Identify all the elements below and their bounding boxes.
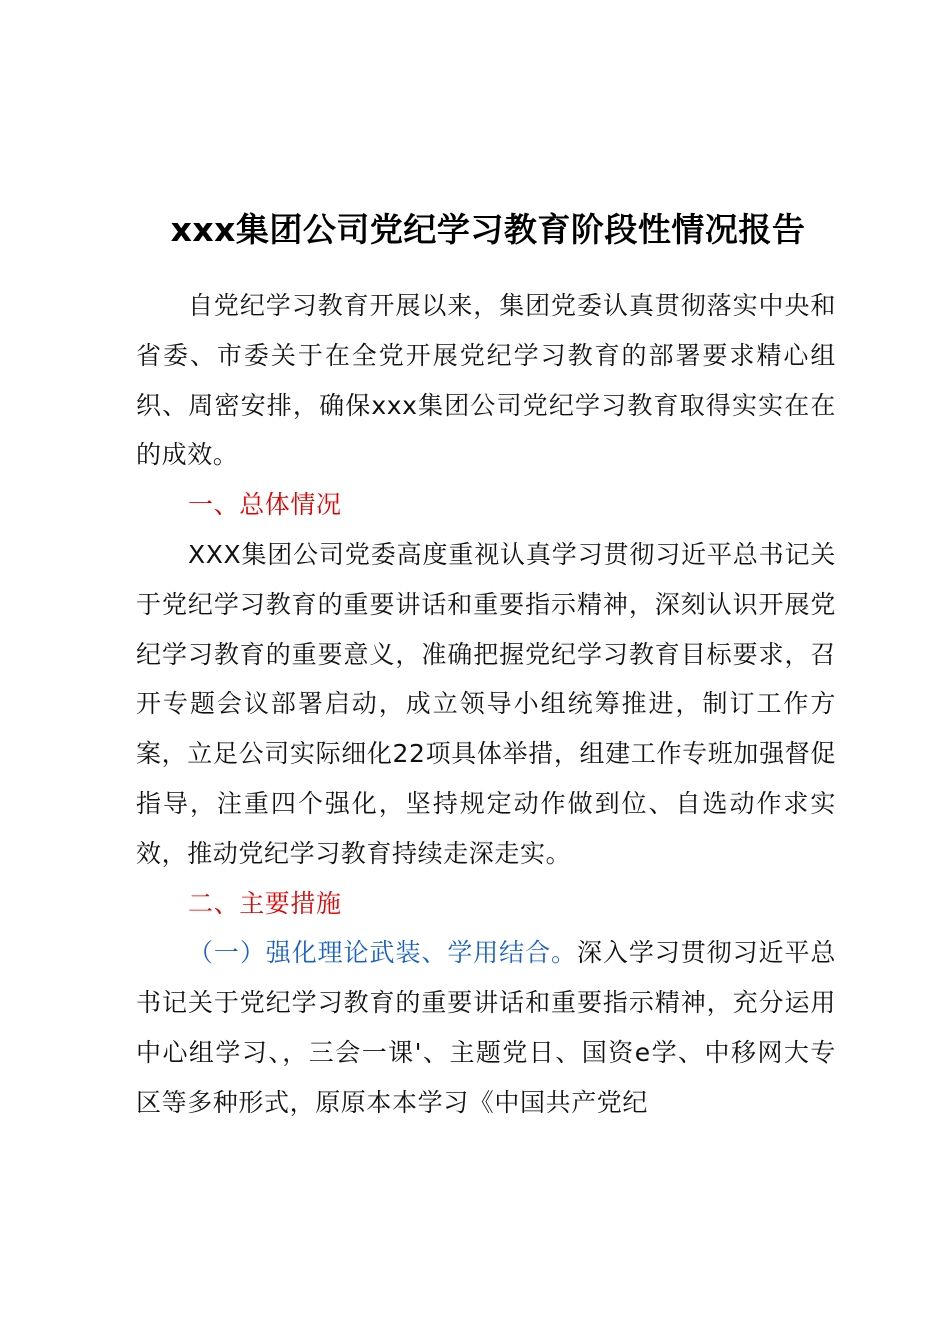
subsection-heading-theory: （一）强化理论武装、学用结合。	[188, 938, 577, 968]
intro-paragraph: 自党纪学习教育开展以来，集团党委认真贯彻落实中央和省委、市委关于在全党开展党纪学习教育的部署要求精心组织、周密安排，确保xxx集团公司党纪学习教育取得实实在在的成效。	[136, 291, 836, 470]
section-heading-overview: 一、总体情况	[188, 490, 342, 520]
measures-paragraph	[136, 928, 836, 1127]
document-title: xxx集团公司党纪学习教育阶段性情况报告	[170, 210, 806, 249]
document-body	[136, 281, 836, 1128]
overview-paragraph: XXX集团公司党委高度重视认真学习贯彻习近平总书记关于党纪学习教育的重要讲话和重要指示精神，深刻认识开展党纪学习教育的重要意义，准确把握党纪学习教育目标要求，召开专题会议部署启动，成立领导小组统筹推进，制订工作方案，立足公司实际细化22项具体举措，组建工作专班加强督促指导，注重四个强化，坚持规定动作做到位、自选动作求实效，推动党纪学习教育持续走深走实。	[136, 539, 836, 868]
subsection-body-theory: 深入学习贯彻习近平总书记关于党纪学习教育的重要讲话和重要指示精神，充分运用中心组学习、，三会一课'、主题党日、国资e学、中移网大专区等多种形式，原原本本学习《中国共产党纪	[136, 938, 836, 1117]
section-heading-measures: 二、主要措施	[188, 888, 342, 918]
